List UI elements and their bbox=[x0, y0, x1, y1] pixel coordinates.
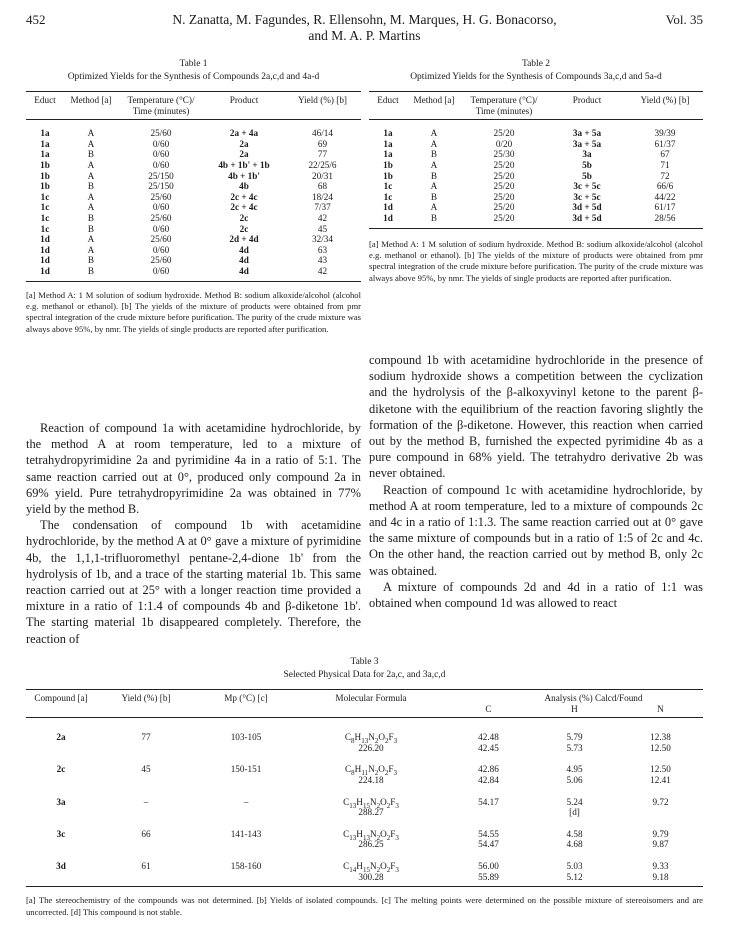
carbon-found-cell: 54.47 bbox=[478, 839, 499, 850]
product-cell: 2d + 4d bbox=[229, 234, 259, 245]
method-cell: B bbox=[87, 255, 95, 266]
educt-cell: 1d bbox=[40, 234, 50, 245]
table-3-header-compound: Compound [a] bbox=[26, 690, 96, 704]
yield-cell: 46/14 bbox=[312, 128, 333, 139]
yield-cell: 39/39 bbox=[654, 128, 676, 139]
table-row-continued bbox=[26, 775, 703, 786]
educt-cell: 1d bbox=[383, 202, 393, 213]
table-2-header-product: Product bbox=[547, 92, 627, 120]
yield-cell: 61 bbox=[141, 860, 151, 871]
method-cell: A bbox=[87, 202, 95, 213]
table-3-body bbox=[26, 718, 703, 882]
empty-cell bbox=[96, 775, 196, 786]
educt-cell: 1d bbox=[40, 265, 50, 276]
temp-time-cell: 0/60 bbox=[152, 202, 170, 213]
body-column-right bbox=[369, 352, 703, 611]
table-3-footnote: [a] The stereochemistry of the compounds was not determined. [b] Yields of isolated compounds. [c] The melting points were determined on the possible mixture of stereoisomers and are uncorrected. [d] This compound is not stable. bbox=[26, 895, 703, 917]
educt-cell: 1a bbox=[40, 138, 50, 149]
table-2-block bbox=[369, 58, 703, 284]
yield-cell: 22/25/6 bbox=[308, 159, 337, 170]
table-row-continued bbox=[26, 743, 703, 754]
temp-time-cell: 25/60 bbox=[150, 128, 172, 139]
educt-cell: 1a bbox=[40, 149, 50, 160]
body-paragraph: Reaction of compound 1a with acetamidine hydrochloride, by the method A at room temperature, led to a mixture of tetrahydropyrimidine 2a and pyrimidine 4a in a ratio of 5:1. The same reaction carried out at 0°, produced only compound 2a in 69% yield. Pure tetrahydropyrimidine 2a was obtained in 77% yield by the method B. bbox=[26, 421, 361, 517]
yield-cell: 77 bbox=[141, 732, 151, 743]
table-row bbox=[369, 149, 703, 160]
carbon-found-cell: 42.84 bbox=[478, 774, 499, 785]
educt-cell: 1b bbox=[383, 159, 393, 170]
nitrogen-calcd-cell: 9.72 bbox=[652, 796, 669, 807]
product-cell: 3c + 5c bbox=[573, 191, 601, 202]
table-3-header-n: N bbox=[618, 704, 703, 718]
product-cell: 2c + 4c bbox=[230, 202, 258, 213]
hydrogen-calcd-cell: 5.03 bbox=[566, 860, 583, 871]
table-row bbox=[26, 255, 361, 266]
product-cell: 5b bbox=[582, 159, 592, 170]
method-cell: A bbox=[430, 181, 438, 192]
body-paragraph: Reaction of compound 1c with acetamidine hydrochloride, by method A at room temperature, led to a mixture of compounds 2c and 4c in a ratio of 1:1.3. The same reaction carried out at 0° gave the same mixture of compounds but in a ratio of 1:5 of 2c and 4c. On the other hand, the reaction carried out by method B, only 2c was obtained. bbox=[369, 482, 703, 578]
educt-cell: 1c bbox=[40, 202, 50, 213]
table-2-header-temp-time: Temperature (°C)/ Time (minutes) bbox=[461, 92, 547, 120]
table-2-header-yield: Yield (%) [b] bbox=[627, 92, 703, 120]
table-1-header-yield: Yield (%) [b] bbox=[284, 92, 361, 120]
educt-cell: 1b bbox=[40, 181, 50, 192]
table-row-continued bbox=[26, 807, 703, 818]
temp-time-cell: 25/60 bbox=[150, 234, 172, 245]
table-row bbox=[26, 818, 703, 840]
body-paragraph: compound 1b with acetamidine hydrochloride in the presence of sodium hydroxide shows a competition between the cyclization and the hydrolysis of the β-alkoxyvinyl ketone to the parent β-diketone with the equilibrium of the reaction favoring slightly the formation of the β-diketone. However, this reaction when carried out by the method B, furnished the expected pyrimidine 4b as a pure compound in 68% yield. The tetrahydro derivative 2b was never obtained. bbox=[369, 353, 703, 481]
method-cell: A bbox=[87, 159, 95, 170]
molecular-weight-cell: 224.18 bbox=[358, 774, 384, 785]
hydrogen-calcd-cell: 5.79 bbox=[566, 732, 583, 743]
product-cell: 3a bbox=[582, 149, 592, 160]
table-2-header-educt: Educt bbox=[369, 92, 407, 120]
carbon-calcd-cell: 56.00 bbox=[478, 860, 499, 871]
yield-cell: 32/34 bbox=[312, 234, 333, 245]
method-cell: B bbox=[430, 212, 438, 223]
method-cell: A bbox=[430, 128, 438, 139]
table-row bbox=[26, 245, 361, 256]
temp-time-cell: 0/60 bbox=[152, 265, 170, 276]
yield-cell: 66/6 bbox=[656, 181, 674, 192]
table-row bbox=[26, 202, 361, 213]
mp-cell: 141-143 bbox=[230, 828, 262, 839]
method-cell: B bbox=[87, 149, 95, 160]
method-cell: A bbox=[87, 138, 95, 149]
temp-time-cell: 25/150 bbox=[148, 170, 174, 181]
authors-line-2: and M. A. P. Martins bbox=[308, 28, 421, 43]
compound-cell: 2a bbox=[56, 732, 66, 743]
body-column-left bbox=[26, 420, 361, 647]
table-2-body bbox=[369, 120, 703, 224]
table-2-footnote: [a] Method A: 1 M solution of sodium hydroxide. Method B: sodium alkoxide/alcohol (alcohol e.g. methanol or ethanol). [b] The yields of the mixture of products were obtained from pmr spectral integration of the crude mixture before purification. The purity of the crude mixture was always above 95%, by nmr. The yields of single products are reported after purification. bbox=[369, 238, 703, 283]
table-row bbox=[26, 192, 361, 203]
table-row bbox=[369, 139, 703, 150]
product-cell: 4d bbox=[239, 255, 249, 266]
nitrogen-found-cell: 12.41 bbox=[650, 774, 671, 785]
table-1-block bbox=[26, 58, 361, 335]
method-cell: A bbox=[87, 191, 95, 202]
temp-time-cell: 25/20 bbox=[493, 191, 515, 202]
temp-time-cell: 0/20 bbox=[495, 138, 513, 149]
yield-cell: 77 bbox=[317, 149, 328, 160]
table-row bbox=[369, 171, 703, 182]
table-row bbox=[26, 139, 361, 150]
educt-cell: 1a bbox=[40, 128, 50, 139]
temp-time-cell: 25/30 bbox=[493, 149, 515, 160]
temp-time-cell: 0/60 bbox=[152, 149, 170, 160]
table-1-header-method: Method [a] bbox=[64, 92, 118, 120]
product-cell: 3a + 5a bbox=[572, 128, 602, 139]
product-cell: 3d + 5d bbox=[572, 212, 602, 223]
running-header-authors bbox=[0, 12, 729, 44]
table-row bbox=[369, 120, 703, 139]
hydrogen-found-cell: [d] bbox=[569, 807, 580, 818]
table-1-header-product: Product bbox=[204, 92, 284, 120]
table-row bbox=[26, 171, 361, 182]
hydrogen-found-cell: 4.68 bbox=[566, 839, 583, 850]
product-cell: 4b bbox=[239, 181, 249, 192]
page-number: 452 bbox=[26, 12, 46, 27]
molecular-weight-cell: 300.28 bbox=[358, 871, 384, 882]
product-cell: 2c + 4c bbox=[230, 191, 258, 202]
method-cell: B bbox=[430, 149, 438, 160]
mp-cell: 158-160 bbox=[230, 860, 262, 871]
product-cell: 2a bbox=[239, 138, 249, 149]
empty-cell bbox=[26, 839, 96, 850]
yield-cell: 7/37 bbox=[314, 202, 331, 213]
table-row bbox=[26, 213, 361, 224]
table-row bbox=[26, 224, 361, 235]
method-cell: B bbox=[87, 265, 95, 276]
table-3-header-yield: Yield (%) [b] bbox=[96, 690, 196, 704]
empty-cell bbox=[96, 872, 196, 883]
educt-cell: 1c bbox=[40, 212, 50, 223]
method-cell: A bbox=[87, 244, 95, 255]
temp-time-cell: 25/60 bbox=[150, 212, 172, 223]
product-cell: 3d + 5d bbox=[572, 202, 602, 213]
product-cell: 4d bbox=[239, 244, 249, 255]
nitrogen-found-cell: 9.18 bbox=[652, 871, 669, 882]
empty-cell bbox=[196, 839, 296, 850]
educt-cell: 1c bbox=[40, 223, 50, 234]
nitrogen-found-cell bbox=[618, 807, 703, 818]
yield-cell: – bbox=[143, 796, 149, 807]
empty-cell bbox=[26, 743, 96, 754]
empty-cell bbox=[196, 775, 296, 786]
table-2-header-method: Method [a] bbox=[407, 92, 461, 120]
compound-cell: 3c bbox=[56, 828, 66, 839]
educt-cell: 1d bbox=[40, 244, 50, 255]
yield-cell: 68 bbox=[317, 181, 328, 192]
method-cell: B bbox=[87, 181, 95, 192]
method-cell: A bbox=[87, 170, 95, 181]
temp-time-cell: 25/20 bbox=[493, 170, 515, 181]
product-cell: 2c bbox=[239, 212, 249, 223]
mp-cell: 103-105 bbox=[230, 732, 262, 743]
carbon-found-cell bbox=[446, 807, 531, 818]
yield-cell: 69 bbox=[317, 138, 328, 149]
method-cell: A bbox=[430, 202, 438, 213]
product-cell: 2a + 4a bbox=[229, 128, 259, 139]
table-2-label: Table 2 bbox=[521, 59, 551, 69]
empty-cell bbox=[196, 872, 296, 883]
product-cell: 4b + 1b' + 1b bbox=[218, 159, 270, 170]
carbon-found-cell: 42.45 bbox=[478, 742, 499, 753]
carbon-found-cell: 55.89 bbox=[478, 871, 499, 882]
table-row bbox=[369, 202, 703, 213]
table-3-header-formula: Molecular Formula bbox=[296, 690, 446, 704]
educt-cell: 1b bbox=[40, 159, 50, 170]
empty-cell bbox=[96, 807, 196, 818]
table-3-header-analysis: Analysis (%) Calcd/Found bbox=[446, 690, 703, 704]
empty-cell bbox=[96, 839, 196, 850]
carbon-calcd-cell: 42.48 bbox=[478, 732, 499, 743]
yield-cell: 61/17 bbox=[654, 202, 676, 213]
yield-cell: 43 bbox=[317, 255, 328, 266]
educt-cell: 1c bbox=[40, 191, 50, 202]
table-row bbox=[26, 149, 361, 160]
table-row bbox=[26, 753, 703, 775]
compound-cell: 2c bbox=[56, 764, 66, 775]
empty-cell bbox=[196, 743, 296, 754]
molecular-weight-cell: 288.27 bbox=[358, 807, 384, 818]
nitrogen-calcd-cell: 12.50 bbox=[650, 764, 671, 775]
carbon-calcd-cell: 54.17 bbox=[478, 796, 499, 807]
temp-time-cell: 25/20 bbox=[493, 159, 515, 170]
temp-time-cell: 25/20 bbox=[493, 202, 515, 213]
yield-cell: 67 bbox=[660, 149, 670, 160]
hydrogen-calcd-cell: 4.95 bbox=[566, 764, 583, 775]
temp-time-cell: 0/60 bbox=[152, 223, 170, 234]
educt-cell: 1a bbox=[383, 138, 393, 149]
educt-cell: 1d bbox=[40, 255, 50, 266]
yield-cell: 71 bbox=[660, 159, 670, 170]
hydrogen-calcd-cell: 4.58 bbox=[566, 828, 583, 839]
table-3-title: Selected Physical Data for 2a,c, and 3a,c,d bbox=[283, 670, 446, 680]
table-3-header-h: H bbox=[531, 704, 618, 718]
nitrogen-calcd-cell: 12.38 bbox=[650, 732, 671, 743]
temp-time-cell: 25/20 bbox=[493, 181, 515, 192]
yield-cell: 28/56 bbox=[654, 212, 676, 223]
table-3-header-c: C bbox=[446, 704, 531, 718]
table-3-label: Table 3 bbox=[350, 657, 379, 667]
yield-cell: 72 bbox=[660, 170, 670, 181]
yield-cell: 45 bbox=[141, 764, 151, 775]
yield-cell: 18/24 bbox=[312, 191, 333, 202]
molecular-weight-cell: 226.20 bbox=[358, 742, 384, 753]
body-paragraph: A mixture of compounds 2d and 4d in a ratio of 1:1 was obtained when compound 1d was allowed to react bbox=[369, 579, 703, 611]
yield-cell: 66 bbox=[141, 828, 151, 839]
formula-cell: $C_{13}H_{13}N_2O_2F_3$ bbox=[343, 828, 399, 842]
compound-cell: 3d bbox=[56, 860, 66, 871]
educt-cell: 1b bbox=[40, 170, 50, 181]
table-row bbox=[369, 192, 703, 203]
product-cell: 4b + 1b' bbox=[228, 170, 260, 181]
temp-time-cell: 0/60 bbox=[152, 244, 170, 255]
formula-cell: $C_8H_{11}N_2O_2F_3$ bbox=[345, 764, 397, 778]
table-1-title: Optimized Yields for the Synthesis of Compounds 2a,c,d and 4a-d bbox=[67, 72, 320, 82]
mp-cell: 150-151 bbox=[230, 764, 262, 775]
product-cell: 2a bbox=[239, 149, 249, 160]
volume-label: Vol. 35 bbox=[665, 12, 703, 27]
educt-cell: 1c bbox=[383, 181, 393, 192]
table-row-continued bbox=[26, 872, 703, 883]
hydrogen-found-cell: 5.73 bbox=[566, 742, 583, 753]
yield-cell: 44/22 bbox=[654, 191, 676, 202]
carbon-calcd-cell: 42.86 bbox=[478, 764, 499, 775]
method-cell: A bbox=[87, 234, 95, 245]
table-row bbox=[26, 120, 361, 139]
table-row bbox=[26, 181, 361, 192]
method-cell: A bbox=[430, 138, 438, 149]
table-1 bbox=[26, 91, 361, 277]
table-row bbox=[26, 850, 703, 872]
carbon-calcd-cell: 54.55 bbox=[478, 828, 499, 839]
table-1-header-temp-time: Temperature (°C)/ Time (minutes) bbox=[118, 92, 204, 120]
table-3 bbox=[26, 689, 703, 882]
hydrogen-found-cell: 5.12 bbox=[566, 871, 583, 882]
temp-time-cell: 25/20 bbox=[493, 212, 515, 223]
table-2 bbox=[369, 91, 703, 224]
empty-cell bbox=[196, 807, 296, 818]
product-cell: 3a + 5a bbox=[572, 138, 602, 149]
table-row bbox=[369, 160, 703, 171]
table-3-header-mp: Mp (°C) [c] bbox=[196, 690, 296, 704]
temp-time-cell: 0/60 bbox=[152, 138, 170, 149]
table-row bbox=[369, 213, 703, 224]
table-3-block bbox=[26, 656, 703, 918]
method-cell: B bbox=[430, 170, 438, 181]
empty-cell bbox=[26, 775, 96, 786]
table-1-label: Table 1 bbox=[179, 59, 208, 69]
temp-time-cell: 25/60 bbox=[150, 191, 172, 202]
product-cell: 5b bbox=[582, 170, 592, 181]
temp-time-cell: 25/20 bbox=[493, 128, 515, 139]
yield-cell: 45 bbox=[317, 223, 328, 234]
temp-time-cell: 0/60 bbox=[152, 159, 170, 170]
formula-cell: $C_8H_{13}N_2O_2F_3$ bbox=[344, 732, 398, 746]
yield-cell: 42 bbox=[317, 212, 328, 223]
table-1-footnote: [a] Method A: 1 M solution of sodium hydroxide. Method B: sodium alkoxide/alcohol (alcohol e.g. methanol or ethanol). [b] The yields of the mixture of products were obtained from pmr spectral integration of the crude mixture before purification. The purity of the crude mixture was always above 95%, by nmr. The yields of single products are reported after purification. bbox=[26, 289, 361, 334]
yield-cell: 20/31 bbox=[312, 170, 333, 181]
yield-cell: 42 bbox=[317, 265, 328, 276]
product-cell: 3c + 5c bbox=[573, 181, 601, 192]
table-1-body bbox=[26, 120, 361, 277]
method-cell: B bbox=[430, 191, 438, 202]
educt-cell: 1a bbox=[383, 149, 393, 160]
educt-cell: 1c bbox=[383, 191, 393, 202]
method-cell: A bbox=[87, 128, 95, 139]
nitrogen-found-cell: 9.87 bbox=[652, 839, 669, 850]
empty-cell bbox=[26, 807, 96, 818]
table-row bbox=[26, 718, 703, 743]
temp-time-cell: 25/60 bbox=[150, 255, 172, 266]
method-cell: A bbox=[430, 159, 438, 170]
educt-cell: 1a bbox=[383, 128, 393, 139]
mp-cell: – bbox=[243, 796, 249, 807]
table-row bbox=[26, 160, 361, 171]
temp-time-cell: 25/150 bbox=[148, 181, 174, 192]
nitrogen-calcd-cell: 9.33 bbox=[652, 860, 669, 871]
method-cell: B bbox=[87, 223, 95, 234]
product-cell: 4d bbox=[239, 265, 249, 276]
table-row bbox=[26, 786, 703, 808]
formula-cell: $C_{14}H_{15}N_2O_2F_3$ bbox=[343, 860, 399, 874]
table-1-header-educt: Educt bbox=[26, 92, 64, 120]
method-cell: B bbox=[87, 212, 95, 223]
yield-cell: 63 bbox=[317, 244, 328, 255]
hydrogen-found-cell: 5.06 bbox=[566, 774, 583, 785]
yield-cell: 61/37 bbox=[654, 138, 676, 149]
molecular-weight-cell: 286.25 bbox=[358, 839, 384, 850]
table-row bbox=[26, 234, 361, 245]
compound-cell: 3a bbox=[56, 796, 66, 807]
table-row-continued bbox=[26, 839, 703, 850]
nitrogen-found-cell: 12.50 bbox=[650, 742, 671, 753]
empty-cell bbox=[96, 743, 196, 754]
educt-cell: 1b bbox=[383, 170, 393, 181]
empty-cell bbox=[26, 872, 96, 883]
nitrogen-calcd-cell: 9.79 bbox=[652, 828, 669, 839]
table-row bbox=[369, 181, 703, 192]
educt-cell: 1d bbox=[383, 212, 393, 223]
formula-cell: $C_{13}H_{15}N_2O_2F_3$ bbox=[343, 796, 399, 810]
hydrogen-calcd-cell: 5.24 bbox=[566, 796, 583, 807]
table-row bbox=[26, 266, 361, 277]
body-paragraph: The condensation of compound 1b with acetamidine hydrochloride, by the method A at 0° gave a mixture of pyrimidine 4b, the 1,1,1-trifluoromethyl pentane-2,4-dione 1b' from the hydrolysis of 1b, and a trace of the starting material 1b. This same reaction carried out at 25° with a longer reaction time provided a mixture in a ratio of 1:1.4 of compounds 4b and β-diketone 1b'. The starting material 1b disappeared completely. Therefore, the reaction of bbox=[26, 518, 361, 646]
product-cell: 2c bbox=[239, 223, 249, 234]
table-2-title: Optimized Yields for the Synthesis of Compounds 3a,c,d and 5a-d bbox=[410, 72, 662, 82]
authors-line-1: N. Zanatta, M. Fagundes, R. Ellensohn, M. Marques, H. G. Bonacorso, bbox=[172, 12, 557, 27]
